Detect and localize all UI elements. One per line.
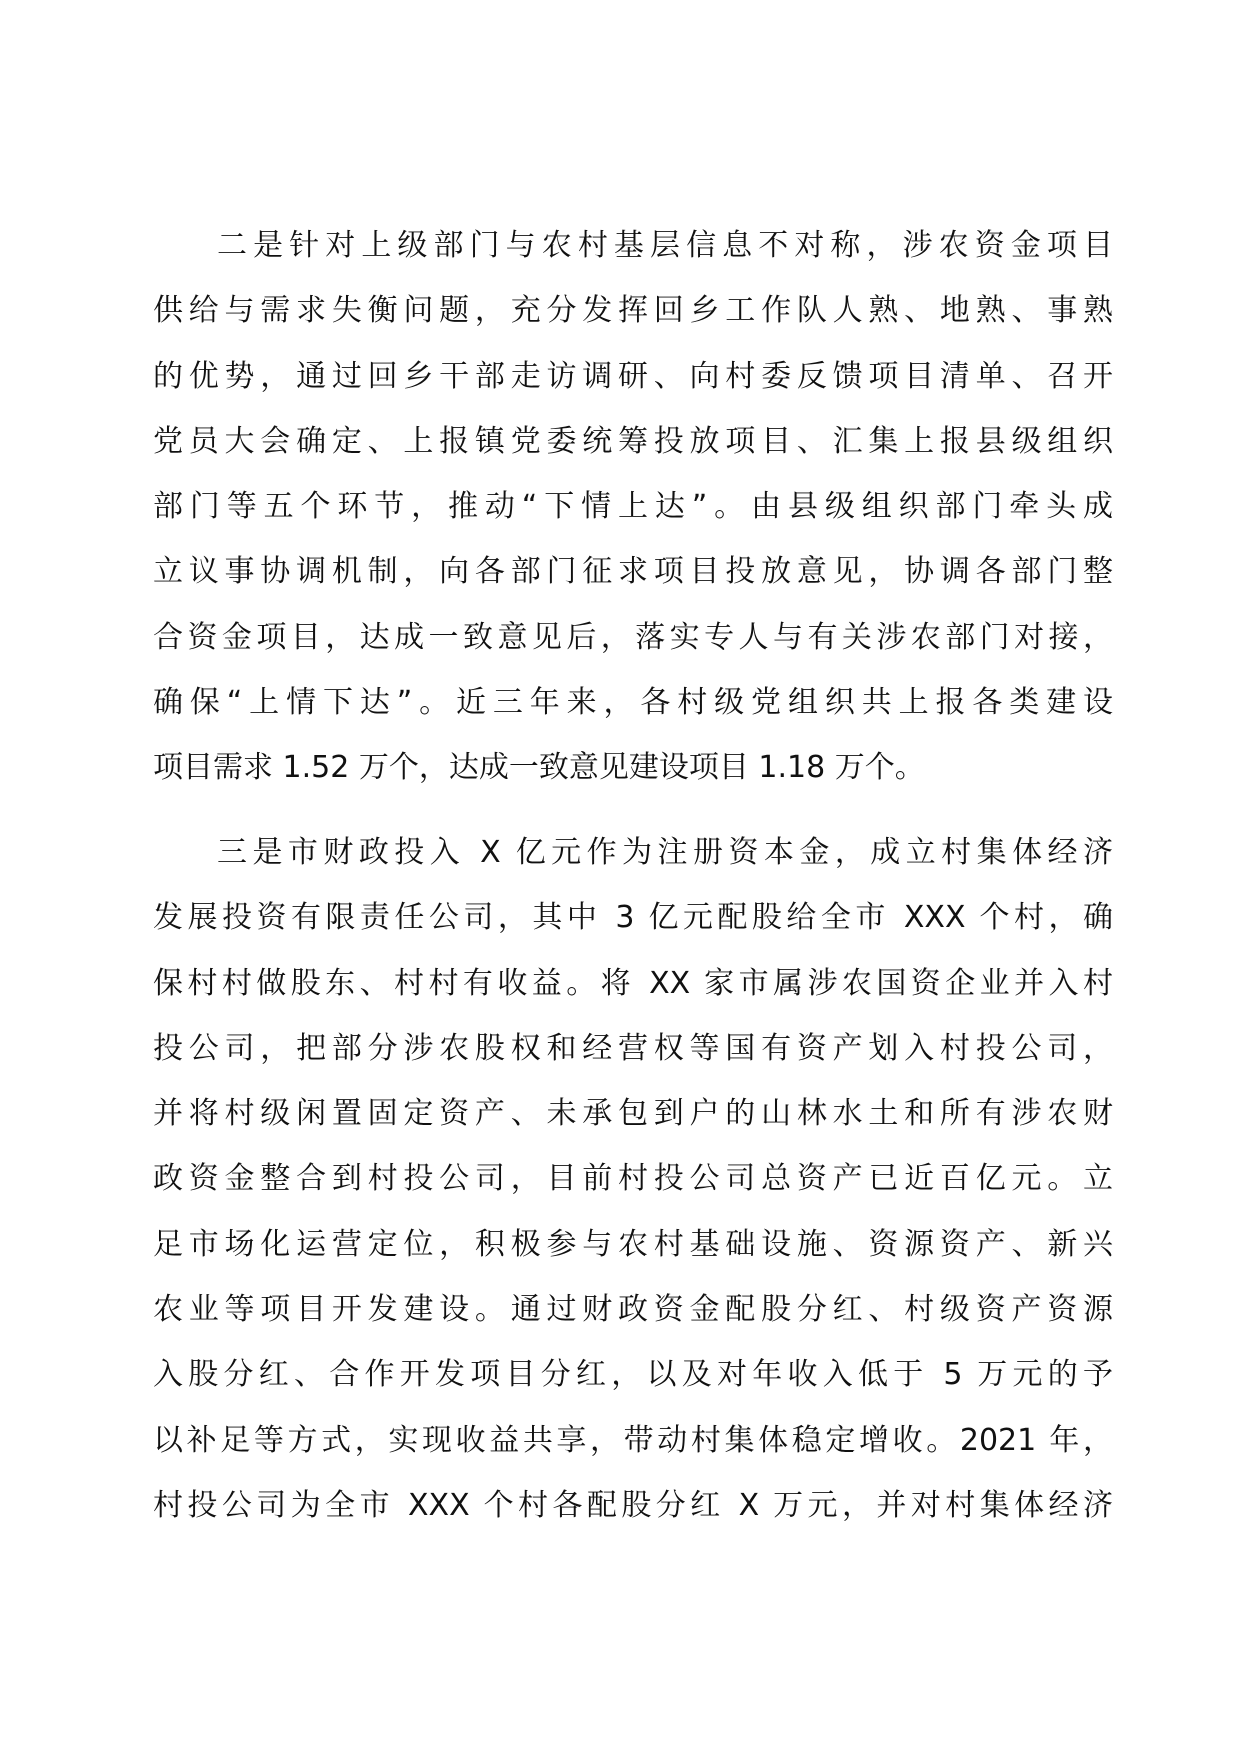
- paragraph-line: 的优势，通过回乡干部走访调研、向村委反馈项目清单、召开: [153, 358, 1113, 394]
- paragraph-line: 以补足等方式，实现收益共享，带动村集体稳定增收。2021 年，: [153, 1422, 1113, 1458]
- paragraph-line: 农业等项目开发建设。通过财政资金配股分红、村级资产资源: [153, 1292, 1113, 1328]
- paragraph-line: 合资金项目，达成一致意见后，落实专人与有关涉农部门对接，: [153, 619, 1113, 655]
- paragraph-line: 供给与需求失衡问题，充分发挥回乡工作队人熟、地熟、事熟: [153, 293, 1113, 329]
- paragraph-line: 政资金整合到村投公司，目前村投公司总资产已近百亿元。立: [153, 1161, 1113, 1197]
- paragraph-line: 确保“上情下达”。近三年来，各村级党组织共上报各类建设: [153, 685, 1113, 721]
- paragraph-line: 三是市财政投入 X 亿元作为注册资本金，成立村集体经济: [217, 835, 1113, 870]
- paragraph-line: 投公司，把部分涉农股权和经营权等国有资产划入村投公司，: [153, 1030, 1113, 1066]
- paragraph-line: 入股分红、合作开发项目分红，以及对年收入低于 5 万元的予: [153, 1357, 1113, 1393]
- paragraph-two: [153, 213, 1113, 801]
- paragraph-line: 村投公司为全市 XXX 个村各配股分红 X 万元，并对村集体经济: [153, 1487, 1113, 1523]
- paragraph-line: 项目需求 1.52 万个，达成一致意见建设项目 1.18 万个。: [153, 750, 925, 786]
- paragraph-three: [153, 820, 1113, 1538]
- paragraph-line: 足市场化运营定位，积极参与农村基础设施、资源资产、新兴: [153, 1226, 1113, 1262]
- paragraph-line: 二是针对上级部门与农村基层信息不对称，涉农资金项目: [217, 228, 1113, 263]
- paragraph-line: 部门等五个环节，推动“下情上达”。由县级组织部门牵头成: [153, 489, 1113, 525]
- paragraph-line: 保村村做股东、村村有收益。将 XX 家市属涉农国资企业并入村: [153, 965, 1113, 1001]
- paragraph-line: 党员大会确定、上报镇党委统筹投放项目、汇集上报县级组织: [153, 423, 1113, 459]
- paragraph-line: 并将村级闲置固定资产、未承包到户的山林水土和所有涉农财: [153, 1096, 1113, 1132]
- paragraph-line: 立议事协调机制，向各部门征求项目投放意见，协调各部门整: [153, 554, 1113, 590]
- paragraph-line: 发展投资有限责任公司，其中 3 亿元配股给全市 XXX 个村，确: [153, 900, 1113, 936]
